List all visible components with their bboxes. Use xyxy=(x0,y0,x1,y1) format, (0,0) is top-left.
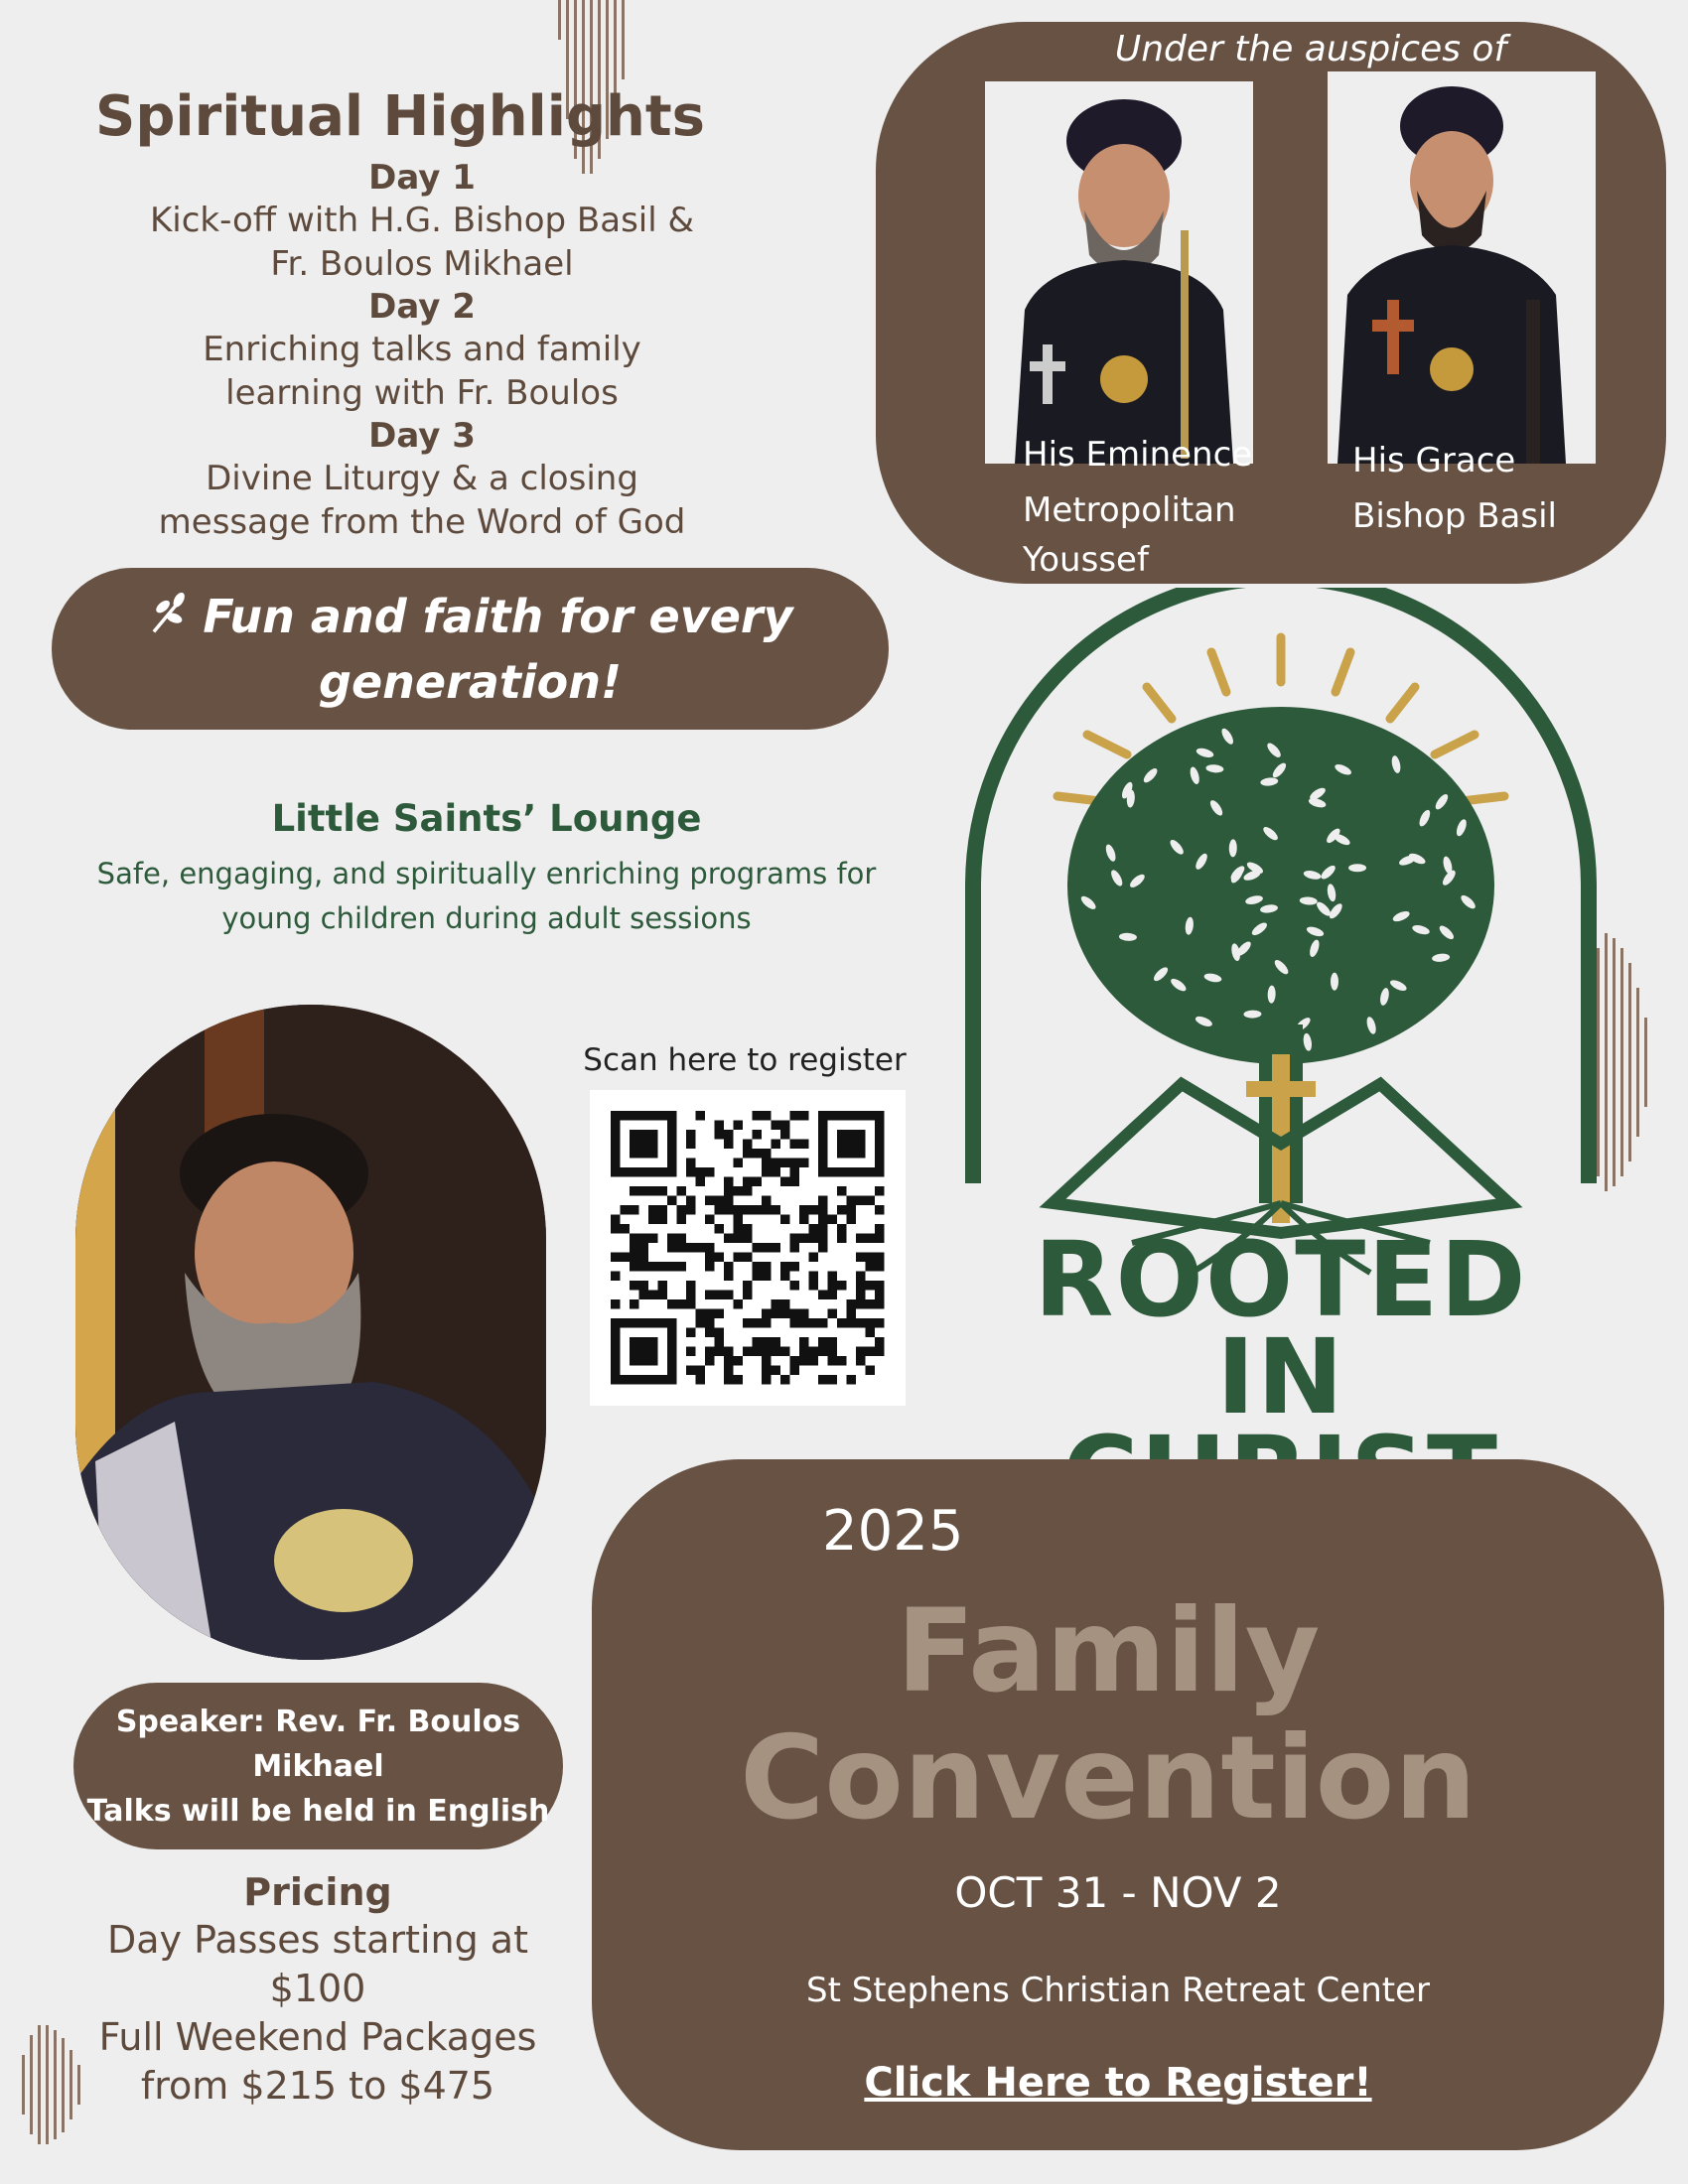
pricing-title: Pricing xyxy=(243,1870,392,1914)
speaker-photo xyxy=(75,1005,546,1660)
register-link[interactable]: Click Here to Register! xyxy=(864,2060,1372,2106)
speaker-line-3: Talks will be held in English xyxy=(86,1793,550,1829)
pricing-line-3: Full Weekend Packages xyxy=(98,2015,537,2059)
speaker-info xyxy=(73,1683,563,1849)
speaker-line-1: Speaker: Rev. Fr. Boulos xyxy=(115,1704,521,1739)
leaf-sprig-icon xyxy=(147,591,193,636)
cleric-2-line-1: His Grace xyxy=(1352,441,1516,480)
day-2-line-1: Enriching talks and family xyxy=(203,330,641,369)
pricing xyxy=(60,1868,576,2111)
highlights-title: Spiritual Highlights xyxy=(95,84,706,149)
cleric-1-line-2: Metropolitan xyxy=(1023,490,1236,530)
convention-title-line-1: Family xyxy=(896,1584,1321,1718)
fun-and-faith-banner xyxy=(52,568,889,730)
cleric-2-line-2: Bishop Basil xyxy=(1352,496,1557,536)
convention-venue: St Stephens Christian Retreat Center xyxy=(806,1971,1430,2010)
day-1-label: Day 1 xyxy=(368,158,476,198)
bishop-basil-photo xyxy=(1328,71,1596,464)
cleric-1-caption xyxy=(1023,427,1252,582)
convention-year: 2025 xyxy=(822,1499,964,1564)
day-1-line-1: Kick-off with H.G. Bishop Basil & xyxy=(149,201,695,240)
day-3-line-1: Divine Liturgy & a closing xyxy=(206,459,638,498)
qr-label: Scan here to register xyxy=(583,1042,907,1078)
logo-line-1: ROOTED IN xyxy=(1034,1219,1528,1437)
lounge-title: Little Saints’ Lounge xyxy=(271,797,702,840)
pricing-line-1: Day Passes starting at xyxy=(107,1918,528,1962)
day-3-line-2: message from the Word of God xyxy=(158,502,686,542)
day-2-line-2: learning with Fr. Boulos xyxy=(225,373,619,413)
convention-title-line-2: Convention xyxy=(740,1711,1477,1845)
day-1-line-2: Fr. Boulos Mikhael xyxy=(270,244,574,284)
lounge-desc-line-1: Safe, engaging, and spiritually enriching programs for xyxy=(96,857,877,890)
auspices-title: Under the auspices of xyxy=(1114,29,1507,69)
spiritual-highlights xyxy=(60,77,784,544)
banner-text: Fun and faith for every generation! xyxy=(203,589,793,709)
pricing-line-2: $100 xyxy=(269,1967,366,2010)
day-3-label: Day 3 xyxy=(368,416,476,456)
speaker-line-2: Mikhael xyxy=(252,1748,384,1784)
pricing-line-4: from $215 to $475 xyxy=(140,2064,495,2108)
little-saints-lounge xyxy=(89,794,884,941)
lounge-desc-line-2: young children during adult sessions xyxy=(221,901,752,935)
metropolitan-youssef-photo xyxy=(985,81,1253,464)
day-2-label: Day 2 xyxy=(368,287,476,327)
cleric-1-line-1: His Eminence xyxy=(1023,435,1253,475)
cleric-2-caption xyxy=(1352,433,1557,544)
convention-title xyxy=(572,1584,1644,1845)
register-qr-code[interactable] xyxy=(590,1090,906,1406)
cleric-1-line-3: Youssef xyxy=(1023,540,1149,580)
convention-dates: OCT 31 - NOV 2 xyxy=(954,1868,1282,1917)
